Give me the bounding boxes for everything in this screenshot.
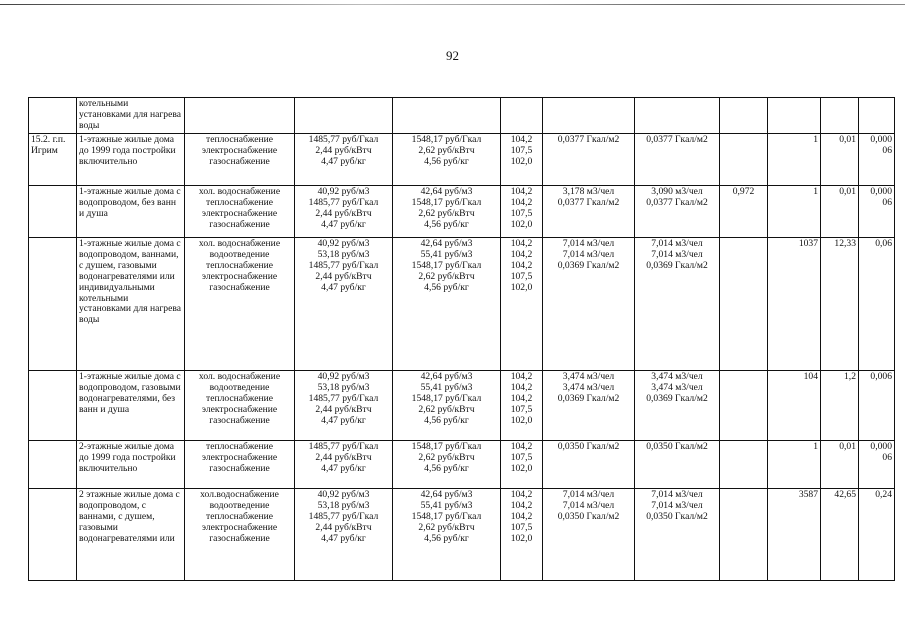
share-cell [859, 98, 895, 134]
housing-group-cell [77, 441, 185, 489]
cell-line: 55,41 руб/м3 [420, 499, 473, 511]
cell-line: 2,44 руб/кВтч [315, 270, 372, 282]
cell-line: 7,014 м3/чел [651, 238, 703, 249]
table-row [29, 134, 895, 186]
cell-line: теплоснабжение [206, 134, 273, 145]
cell-text: 0,01 [839, 134, 856, 145]
cell-line: 40,92 руб/м3 [317, 238, 370, 249]
cell-line: 3,474 м3/чел [562, 371, 615, 382]
cell-line: 107,5 [510, 207, 533, 219]
cell-line: газоснабжение [209, 155, 270, 167]
cell-text: 2 этажные жилые дома с водопроводом, с ваннами, с душем, газовыми водонагревателями или [79, 489, 180, 544]
cell-line: 102,0 [510, 532, 533, 544]
cell-line: 7,014 м3/чел [651, 489, 703, 500]
cell-line: 0,0350 Гкал/м2 [646, 441, 708, 452]
cell-line: 0,0369 Гкал/м2 [557, 259, 620, 271]
cell-line: 2,62 руб/кВтч [418, 403, 475, 415]
utility-services-cell [185, 134, 295, 186]
cell-line: хол. водоснабжение [198, 371, 281, 382]
cell-text: 1 [813, 441, 818, 452]
cell-line: 55,41 руб/м3 [420, 381, 473, 393]
index-percent-cell [501, 186, 543, 238]
cell-text: 2-этажные жилые дома до 1999 года постройки включительно [79, 441, 176, 474]
cell-line: 4,56 руб/кг [424, 462, 469, 474]
utility-services-cell [185, 98, 295, 134]
table-row [29, 98, 895, 134]
cell-line: 40,92 руб/м3 [317, 489, 370, 500]
norm-new-cell [635, 134, 720, 186]
cell-line: электроснабжение [201, 144, 278, 156]
cell-line: 1485,77 руб/Гкал [308, 441, 379, 452]
cell-line: 1485,77 руб/Гкал [308, 510, 379, 522]
cell-line: 2,44 руб/кВтч [315, 207, 372, 219]
cell-text: 0,972 [732, 186, 755, 197]
scan-edge-line [0, 4, 905, 5]
cell-line: 2,62 руб/кВтч [418, 270, 475, 282]
cell-line: 4,47 руб/кг [321, 281, 366, 293]
cell-line: 1485,77 руб/Гкал [308, 259, 379, 271]
cell-text: 1 [813, 186, 818, 197]
cell-line: 42,64 руб/м3 [420, 371, 473, 382]
cell-line: 4,56 руб/кг [424, 532, 469, 544]
table-row [29, 186, 895, 238]
cell-line: 104,2 [510, 259, 533, 271]
tariff-table [28, 97, 895, 581]
tariff-new-cell [393, 441, 501, 489]
cell-line: 0,0377 Гкал/м2 [557, 134, 620, 145]
norm-old-cell [543, 489, 635, 581]
utility-services-cell [185, 238, 295, 371]
tariff-new-cell [393, 98, 501, 134]
norm-new-cell [635, 98, 720, 134]
tariff-old-cell [295, 441, 393, 489]
cell-line: 1485,77 руб/Гкал [308, 134, 379, 145]
value-cell [821, 186, 859, 238]
cell-line: 7,014 м3/чел [651, 248, 703, 260]
cell-line: 40,92 руб/м3 [317, 186, 370, 197]
tariff-old-cell [295, 489, 393, 581]
utility-services-cell [185, 441, 295, 489]
cell-line: 102,0 [510, 462, 533, 474]
cell-line: хол. водоснабжение [198, 186, 281, 197]
cell-line: 0,0350 Гкал/м2 [557, 441, 620, 452]
cell-text: 0,24 [875, 489, 892, 500]
cell-text: 1 [813, 134, 818, 145]
cell-text: 0,06 [875, 238, 892, 249]
norm-old-cell [543, 98, 635, 134]
cell-line: 40,92 руб/м3 [317, 371, 370, 382]
cell-line: 4,47 руб/кг [321, 532, 366, 544]
index-percent-cell [501, 98, 543, 134]
cell-text: 0,01 [839, 186, 856, 197]
coefficient-cell [720, 371, 768, 441]
norm-new-cell [635, 238, 720, 371]
cell-line: электроснабжение [201, 207, 278, 219]
cell-line: 1548,17 руб/Гкал [411, 196, 482, 208]
cell-line: 4,47 руб/кг [321, 414, 366, 426]
cell-line: хол. водоснабжение [198, 238, 281, 249]
cell-text: котельными установками для нагрева воды [79, 98, 181, 131]
count-cell [768, 98, 821, 134]
norm-old-cell [543, 134, 635, 186]
cell-line: 104,2 [510, 489, 533, 500]
cell-text: 1-этажные жилые дома с водопроводом, без ванн и душа [79, 186, 181, 219]
cell-line: 102,0 [510, 414, 533, 426]
cell-line: 2,62 руб/кВтч [418, 521, 475, 533]
cell-line: 7,014 м3/чел [562, 238, 615, 249]
cell-line: 1548,17 руб/Гкал [411, 134, 482, 145]
cell-line: электроснабжение [201, 451, 278, 463]
housing-group-cell [77, 238, 185, 371]
count-cell [768, 238, 821, 371]
count-cell [768, 489, 821, 581]
cell-line: 7,014 м3/чел [651, 499, 703, 511]
cell-text: 0,006 [870, 371, 892, 382]
utility-services-cell [185, 371, 295, 441]
cell-line: водоотведение [209, 248, 270, 260]
cell-line: 104,2 [510, 196, 533, 208]
cell-line: 107,5 [510, 521, 533, 533]
coefficient-cell [720, 134, 768, 186]
cell-line: 107,5 [510, 403, 533, 415]
share-cell [859, 371, 895, 441]
tariff-old-cell [295, 134, 393, 186]
cell-line: хол.водоснабжение [200, 489, 279, 500]
tariff-old-cell [295, 238, 393, 371]
utility-services-cell [185, 489, 295, 581]
housing-group-cell [77, 134, 185, 186]
housing-group-cell [77, 371, 185, 441]
tariff-new-cell [393, 134, 501, 186]
cell-line: 0,0377 Гкал/м2 [557, 196, 620, 208]
cell-line: 1548,17 руб/Гкал [411, 441, 482, 452]
cell-line: 53,18 руб/м3 [317, 381, 370, 393]
cell-text: 0,01 [839, 441, 856, 452]
norm-new-cell [635, 186, 720, 238]
cell-line: 104,2 [510, 441, 533, 452]
cell-text: 3587 [798, 489, 818, 500]
cell-line: 4,56 руб/кг [424, 281, 469, 293]
cell-line: газоснабжение [209, 532, 270, 544]
cell-line: 2,62 руб/кВтч [418, 451, 475, 463]
housing-group-cell [77, 186, 185, 238]
cell-line: 2,44 руб/кВтч [315, 451, 372, 463]
cell-line: 7,014 м3/чел [562, 499, 615, 511]
cell-line: теплоснабжение [206, 196, 273, 208]
cell-line: газоснабжение [209, 218, 270, 230]
cell-line: 107,5 [510, 270, 533, 282]
cell-line: 1485,77 руб/Гкал [308, 392, 379, 404]
cell-line: 104,2 [510, 371, 533, 382]
cell-text: 1,2 [844, 371, 856, 382]
value-cell [821, 134, 859, 186]
tariff-old-cell [295, 98, 393, 134]
index-percent-cell [501, 238, 543, 371]
cell-line: 104,2 [510, 381, 533, 393]
settlement-cell [29, 441, 77, 489]
count-cell [768, 134, 821, 186]
cell-line: 7,014 м3/чел [562, 248, 615, 260]
cell-text: 1037 [798, 238, 818, 249]
cell-line: водоотведение [209, 499, 270, 511]
count-cell [768, 186, 821, 238]
cell-line: 4,47 руб/кг [321, 218, 366, 230]
cell-line: теплоснабжение [206, 441, 273, 452]
cell-text: 0,000 06 [870, 441, 892, 463]
tariff-new-cell [393, 489, 501, 581]
cell-line: 4,56 руб/кг [424, 414, 469, 426]
count-cell [768, 441, 821, 489]
cell-line: 107,5 [510, 144, 533, 156]
norm-old-cell [543, 371, 635, 441]
cell-line: 0,0369 Гкал/м2 [557, 392, 620, 404]
cell-line: 0,0350 Гкал/м2 [557, 510, 620, 522]
cell-line: электроснабжение [201, 270, 278, 282]
cell-line: 102,0 [510, 155, 533, 167]
share-cell [859, 186, 895, 238]
cell-text: 1-этажные жилые дома с водопроводом, газовыми водонагревателями, без ванн и душа [79, 371, 181, 415]
share-cell [859, 134, 895, 186]
cell-line: 2,44 руб/кВтч [315, 403, 372, 415]
cell-line: теплоснабжение [206, 392, 273, 404]
cell-line: 3,474 м3/чел [651, 381, 703, 393]
settlement-cell [29, 238, 77, 371]
cell-line: 55,41 руб/м3 [420, 248, 473, 260]
cell-line: 3,474 м3/чел [562, 381, 615, 393]
housing-group-cell [77, 98, 185, 134]
cell-text: 15.2. г.п. Игрим [31, 134, 66, 156]
norm-new-cell [635, 371, 720, 441]
cell-line: 7,014 м3/чел [562, 489, 615, 500]
count-cell [768, 371, 821, 441]
cell-line: 2,44 руб/кВтч [315, 521, 372, 533]
settlement-cell [29, 98, 77, 134]
cell-line: 4,47 руб/кг [321, 462, 366, 474]
index-percent-cell [501, 489, 543, 581]
cell-line: 104,2 [510, 248, 533, 260]
tariff-old-cell [295, 186, 393, 238]
coefficient-cell [720, 489, 768, 581]
cell-line: 102,0 [510, 218, 533, 230]
tariff-old-cell [295, 371, 393, 441]
cell-line: 104,2 [510, 186, 533, 197]
cell-line: 0,0369 Гкал/м2 [646, 392, 708, 404]
index-percent-cell [501, 371, 543, 441]
cell-text: 1-этажные жилые дома с водопроводом, ваннами, с душем, газовыми водонагревателями или индивидуальными котельными установками для нагрева воды [79, 238, 181, 326]
norm-old-cell [543, 238, 635, 371]
cell-line: газоснабжение [209, 462, 270, 474]
utility-services-cell [185, 186, 295, 238]
norm-new-cell [635, 441, 720, 489]
value-cell [821, 489, 859, 581]
cell-line: 42,64 руб/м3 [420, 186, 473, 197]
cell-line: 0,0350 Гкал/м2 [646, 510, 708, 522]
housing-group-cell [77, 489, 185, 581]
coefficient-cell [720, 441, 768, 489]
cell-line: 2,44 руб/кВтч [315, 144, 372, 156]
tariff-new-cell [393, 238, 501, 371]
cell-text: 0,000 06 [870, 134, 892, 156]
value-cell [821, 238, 859, 371]
table-row [29, 489, 895, 581]
norm-new-cell [635, 489, 720, 581]
cell-line: 3,090 м3/чел [651, 186, 703, 197]
cell-line: 104,2 [510, 499, 533, 511]
index-percent-cell [501, 134, 543, 186]
cell-text: 42,65 [834, 489, 856, 500]
settlement-cell [29, 371, 77, 441]
cell-text: 104 [803, 371, 818, 382]
cell-line: 1485,77 руб/Гкал [308, 196, 379, 208]
cell-line: газоснабжение [209, 281, 270, 293]
cell-line: 104,2 [510, 238, 533, 249]
cell-line: электроснабжение [201, 521, 278, 533]
tariff-new-cell [393, 186, 501, 238]
cell-line: 4,56 руб/кг [424, 218, 469, 230]
cell-line: 1548,17 руб/Гкал [411, 259, 482, 271]
cell-line: водоотведение [209, 381, 270, 393]
cell-line: 102,0 [510, 281, 533, 293]
cell-line: 42,64 руб/м3 [420, 238, 473, 249]
tariff-new-cell [393, 371, 501, 441]
cell-text: 1-этажные жилые дома до 1999 года постройки включительно [79, 134, 176, 167]
cell-line: теплоснабжение [206, 510, 273, 522]
share-cell [859, 238, 895, 371]
norm-old-cell [543, 186, 635, 238]
index-percent-cell [501, 441, 543, 489]
share-cell [859, 489, 895, 581]
cell-line: 104,2 [510, 134, 533, 145]
norm-old-cell [543, 441, 635, 489]
cell-line: 4,56 руб/кг [424, 155, 469, 167]
cell-line: 53,18 руб/м3 [317, 499, 370, 511]
value-cell [821, 98, 859, 134]
coefficient-cell [720, 238, 768, 371]
cell-line: 3,178 м3/чел [562, 186, 615, 197]
value-cell [821, 371, 859, 441]
cell-line: 1548,17 руб/Гкал [411, 510, 482, 522]
cell-line: 2,62 руб/кВтч [418, 144, 475, 156]
cell-line: 4,47 руб/кг [321, 155, 366, 167]
cell-line: 42,64 руб/м3 [420, 489, 473, 500]
share-cell [859, 441, 895, 489]
cell-line: 0,0377 Гкал/м2 [646, 134, 708, 145]
cell-text: 0,000 06 [870, 186, 892, 208]
cell-line: 107,5 [510, 451, 533, 463]
settlement-cell [29, 489, 77, 581]
cell-line: 3,474 м3/чел [651, 371, 703, 382]
cell-line: 104,2 [510, 510, 533, 522]
cell-line: 0,0369 Гкал/м2 [646, 259, 708, 271]
cell-line: газоснабжение [209, 414, 270, 426]
settlement-cell [29, 186, 77, 238]
table-row [29, 238, 895, 371]
page-number: 92 [446, 48, 459, 63]
table-row [29, 371, 895, 441]
coefficient-cell [720, 98, 768, 134]
cell-line: 0,0377 Гкал/м2 [646, 196, 708, 208]
settlement-cell [29, 134, 77, 186]
cell-line: электроснабжение [201, 403, 278, 415]
coefficient-cell [720, 186, 768, 238]
cell-line: 2,62 руб/кВтч [418, 207, 475, 219]
cell-line: 104,2 [510, 392, 533, 404]
cell-line: теплоснабжение [206, 259, 273, 271]
cell-line: 1548,17 руб/Гкал [411, 392, 482, 404]
cell-line: 53,18 руб/м3 [317, 248, 370, 260]
cell-text: 12,33 [834, 238, 856, 249]
table-row [29, 441, 895, 489]
value-cell [821, 441, 859, 489]
